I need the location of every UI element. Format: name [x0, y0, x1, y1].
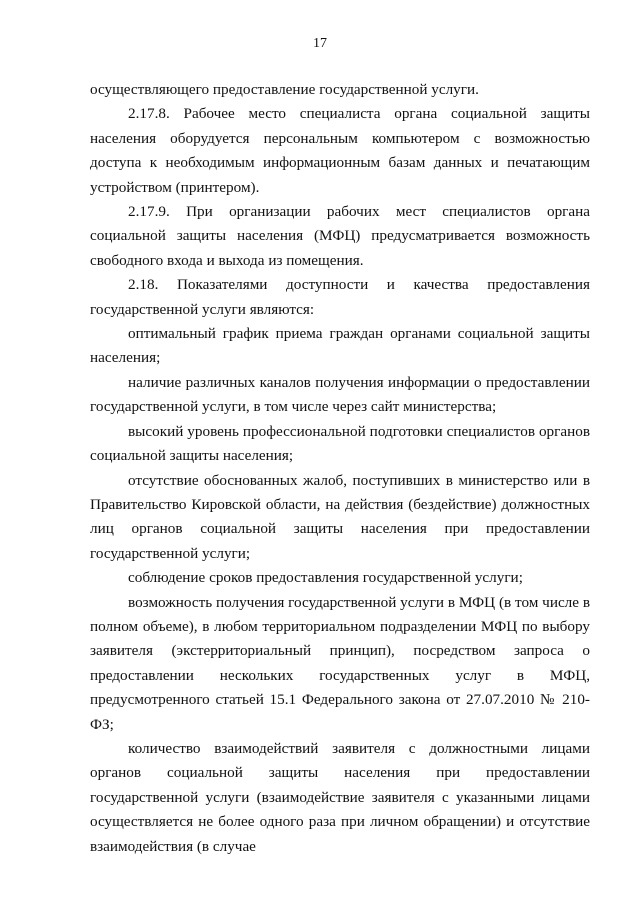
page-number: 17: [313, 36, 327, 51]
paragraph: 2.18. Показателями доступности и качества предоставления государственной услуги являются:: [90, 276, 590, 318]
list-item: высокий уровень профессиональной подготовки специалистов органов социальной защиты населения;: [90, 422, 590, 465]
paragraph: 2.17.8. Рабочее место специалиста органа социальной защиты населения оборудуется персональным компьютером с возможностью доступа к необходимым информационным базам данных и печатающим устройством (принтером).: [90, 105, 590, 196]
document-body: [90, 78, 590, 859]
list-item: отсутствие обоснованных жалоб, поступивших в министерство или в Правительство Кировской области, на действия (бездействие) должностных лиц органов социальной защиты населения при предоставлении государственной услуги;: [90, 471, 590, 562]
list-item: оптимальный график приема граждан органами социальной защиты населения;: [90, 325, 590, 367]
list-item: наличие различных каналов получения информации о предоставлении государственной услуги, в том числе через сайт министерства;: [90, 373, 590, 416]
list-item: соблюдение сроков предоставления государственной услуги;: [128, 569, 523, 587]
paragraph: 2.17.9. При организации рабочих мест специалистов органа социальной защиты населения (МФЦ) предусматривается возможность свободного входа и выхода из помещения.: [90, 203, 590, 269]
list-item: возможность получения государственной услуги в МФЦ (в том числе в полном объеме), в любом территориальном подразделении МФЦ по выбору заявителя (экстерриториальный принцип), посредством запроса о предоставлении нескольких государственных услуг в МФЦ, предусмотренного статьей 15.1 Федерального закона от 27.07.2010 № 210-ФЗ;: [90, 593, 590, 733]
list-item: количество взаимодействий заявителя с должностными лицами органов социальной защиты населения при предоставлении государственной услуги (взаимодействие заявителя с указанными лицами осуществляется не более одного раза при личном обращении) и отсутствие взаимодействия (в случае: [90, 739, 590, 855]
paragraph: осуществляющего предоставление государственной услуги.: [90, 81, 479, 98]
